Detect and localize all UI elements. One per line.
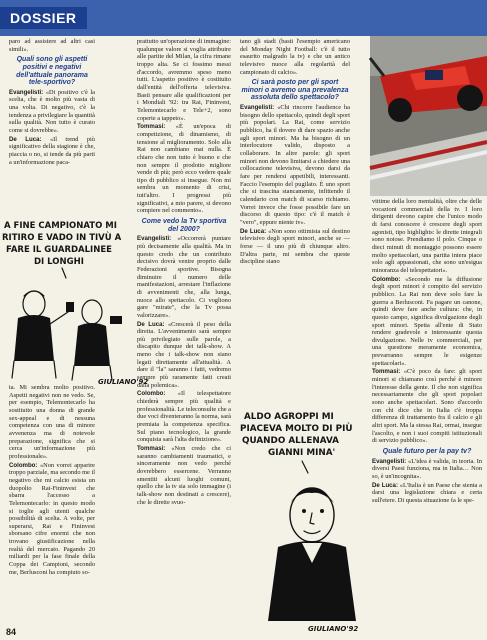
cartoon-drawing — [0, 216, 149, 386]
speaker: Colombo: — [372, 275, 401, 283]
cartoon-referee — [0, 216, 149, 386]
cartoon-caption-line: FARE IL GUARDALINEE — [6, 245, 112, 255]
answer-text: «Di positivo c'è la scelta, che è molto più vasta di una volta. Di negativo, c'è la tendenza a privilegiare la quantità sulla qualità. Non tutto è curato come si dovrebbe». — [9, 88, 95, 134]
question-heading: Quali sono gli aspetti positivi e negativi dell'attuale panorama tele-sportivo? — [16, 56, 88, 87]
answer-text: «Occorrerà puntare più decisamente alla qualità. Ma in questo credo che un contributo decisivo dovrà venire proprio dalle Federazioni sportive. Bisogna diminuire il numero delle manifestazioni, arrestare l'inflazione di avvenimenti che, alla lunga, nuoce allo spettacolo. Ci vogliono gare "mirate", che la Tv possa valorizzare». — [137, 235, 231, 319]
column-4 — [372, 198, 482, 506]
paragraph: ta. Mi sembra molto positivo. Aspetti negativi non ne vedo. Se, per esempio, Telemontecarlo ha sostituito una donna di grande sex-appeal e di nessuna competenza con una di minore avvenenza ma di notevole preparazione, significa che si cerca un'informazione più professionale». — [9, 384, 95, 460]
speaker: Tommasi: — [137, 445, 166, 452]
cartoon-signature: GIULIANO'92 — [308, 625, 359, 633]
answer-text: «Crescerà il peso della diretta. L'avvenimento sarà sempre più privilegiato sulle parole, a discapito dunque dei talk-show. A meno che i talk-show non siano legati direttamente all'attualità. A dare il "la" saranno i fatti, vedremo sempre più raramente fatti creati dalla polemica». — [137, 320, 231, 389]
speaker: Tommasi: — [137, 123, 166, 131]
race-car-photo — [370, 36, 487, 196]
speaker: De Luca: — [137, 320, 165, 328]
paragraph — [9, 136, 95, 167]
speaker: De Luca: — [9, 135, 42, 143]
column-1-bottom — [9, 384, 95, 577]
paragraph: tano gli stadi (basti l'esempio americano del Monday Night Football: c'è il tutto esaurito malgrado la tv) e che un antico televisivo nuoce alla regolarità del campionato di calcio». — [240, 38, 350, 76]
paragraph — [137, 123, 231, 215]
column-3 — [240, 38, 350, 267]
speaker: Evangelisti: — [240, 104, 275, 112]
answer-text: «Secondo me la diffusione degli sport minori è compito del servizio pubblico. La Rai non deve solo fare la guerra a Berlusconi. Fa pagare un canone, quindi deve fare anche cultura: che, in questo campo, significa divulgazione degli sport minori. Spetta all'ente di Stato rendere gradevole e interessante questa divulgazione. Nelle tv commerciali, per una questione meramente economica, prevarranno sempre le esigenze spettacolari». — [372, 275, 482, 367]
column-1-top — [9, 38, 95, 167]
cartoon-drawing — [238, 407, 366, 635]
speaker: Evangelisti: — [9, 88, 44, 96]
answer-text: «Non vorrei apparire troppo parziale, ma secondo me il negativo che mi calcio esista un duopolio Rai-Fininvest che sbarra l'accesso a Telemontecarlo: in questo modo si toglie agli utenti qualche possibilità di scelta. A volte, per superarsi, Rai e Fininvest sborsano cifre enormi che non trovano giustificazione nella realtà del mercato. Pagando 20 miliardi per la fase finale della Coppa dei Campioni, secondo me, Berlusconi ha compiuto so- — [9, 461, 95, 576]
paragraph: paro ad assistere ad altri casi simili». — [9, 38, 95, 53]
cartoon-aldo-agroppi — [238, 407, 366, 635]
paragraph — [137, 321, 231, 390]
speaker: Colombo: — [9, 461, 38, 469]
answer-text: «Il telespettatore chiederà sempre più qualità e professionalità. Le teleconsulte che a due voci diventeranno la norma, sarà premiata la competenza specifica. Sul piano tecnologico, la grande conquista sarà l'alta definizione». — [137, 390, 231, 444]
answer-text: «C'è poco da fare: gli sport minori si chiamano così perché è minore l'interesse della gente. Il che non significa necessariamente che gli sport popolari sono anche spettacolari. Sono d'accordo con chi dice che in Italia c'è troppa differenza di trattamento fra il calcio e gli altri sport. Ma la stessa Rai, ormai, insegue l'ascolto, e non i suoi compiti istituzionali di servizio pubblico». — [372, 368, 482, 445]
paragraph — [9, 89, 95, 135]
paragraph: prattutto un'operazione di immagine: qualunque valore si voglia attribuire alle partite del Milan, la cifra rimane troppo alta. Se ci fossimo messi d'accordo, avremmo speso meno tutti. L'aspetto positivo è costituito dall'entità dell'offerta televisiva. Basti pensare alle qualificazioni per i Mondiali '92: tra Rai, Fininvest, Telemontecarlo e Tele+2, sono coperte a tappeto». — [137, 38, 231, 122]
paragraph — [372, 368, 482, 445]
cartoon-caption-line: RITIRO E VADO IN TIVÙ A — [2, 233, 122, 243]
paragraph — [137, 390, 231, 444]
paragraph — [372, 276, 482, 368]
paragraph: vittime della loro mentalità, oltre che delle vocazioni commerciali della tv. I loro dirigenti devono capire che l'unico modo di farsi conoscere è crescere degli sport agonisti, tipo highlights: le dirette integrali sono noiose. Prendiamo il polo. Cinque o dieci minuti di montaggio possono essere molto spettacolari, una partita intera piace solo agli appassionati, che sono un'esigua minoranza del telespettatori». — [372, 198, 482, 274]
question-heading: Come vedo la Tv sportiva del 2000? — [141, 218, 227, 233]
speaker: De Luca: — [372, 481, 398, 489]
speaker: De Luca: — [240, 227, 267, 235]
column-2 — [137, 38, 231, 507]
speaker: Evangelisti: — [372, 457, 407, 465]
section-label: DOSSIER — [0, 7, 87, 29]
paragraph — [372, 458, 482, 481]
speaker: Tommasi: — [372, 368, 401, 376]
paragraph — [240, 104, 350, 227]
cartoon-caption-line: ALDO AGROPPI MI — [244, 412, 334, 422]
answer-text: «Il trend più significativo della stagione è che, piaccia o no, si tende da più parti a un'informazione paca- — [9, 135, 95, 166]
race-car-illustration — [370, 36, 487, 196]
cartoon-caption-line: A FINE CAMPIONATO MI — [4, 221, 117, 231]
speaker: Colombo: — [137, 390, 166, 398]
paragraph — [240, 228, 350, 266]
cartoon-caption-line: QUANDO ALLENAVA — [242, 436, 339, 446]
speaker: Evangelisti: — [137, 235, 172, 243]
question-heading: Quale futuro per la pay tv? — [382, 448, 472, 455]
page-number: 84 — [6, 627, 17, 637]
answer-text: «Chi rincorre l'audience ha bisogno dello spettacolo, quindi degli sport più popolari. La Rai, come servizio pubblico, ha il dovere di dare spazio anche agli sport minori. Ma ha bisogno di un interlocutore valido, disposto a collaborare. In altre parole: gli sport minori non devono limitarsi a chiedere una collocazione televisiva, devono darsi da fare per rendersi appetibili, interessanti. Faccio l'esempio del pugilato. È uno sport che si trascina stancamente, infittendo il calendario con match di scarso richiamo. Vorrei invece che fosse possibile fare un discorso di questo tipo: c'è il match è "vero", eppure niente tv». — [240, 104, 350, 226]
cartoon-caption-line: GIANNI MINA' — [268, 448, 336, 458]
question-heading: Ci sarà posto per gli sport minori o avremo una prevalenza assoluta dello spettacolo? — [241, 79, 349, 102]
answer-text: «Non credo che ci saranno cambiamenti traumatici, e sinceramente non vedo perché dovrebbero essercene. Verranno smentiti alcuni luoghi comuni, quello che la tv sia solo immagine (i talk-show non destinati a crescere), che le dirette svuo- — [137, 445, 231, 506]
cartoon-signature: GIULIANO'92 — [98, 378, 149, 386]
paragraph — [9, 462, 95, 577]
paragraph — [137, 235, 231, 319]
answer-text: «È un'epoca di competizione, di dinamismo, di tensione al miglioramento. Solo alla Rai non cambiano mai nulla. È chiaro che non tutto è buono e che non sempre il prodotto migliore vende di più; però ecco vedere quale tipo di pubblico si insegue. Non mi sembra un momento di crisi, tutt'altro. I progressi più significativi, a mio parere, si devono compiere nel commento». — [137, 123, 231, 215]
cartoon-caption-line: DI LONGHI — [34, 257, 84, 267]
answer-text: «Non sono ottimista sul destino televisivo degli sport minori, anche se — forse — il uno più di chiunque altro. D'altra parte, mi sembra che queste discipline siano — [240, 227, 350, 266]
paragraph — [137, 445, 231, 506]
answer-text: «L'Italia è un Paese che stenta a darsi una legislazione chiara e certa sull'etere. Di questa situazione fa le spe- — [372, 481, 482, 504]
paragraph — [372, 482, 482, 505]
answer-text: «L'idea è valida, in teoria. In diversi Paesi funziona, ma in Italia… Non so, è un'incognita». — [372, 457, 482, 480]
cartoon-caption-line: PIACEVA MOLTO DI PIÙ — [240, 424, 353, 434]
